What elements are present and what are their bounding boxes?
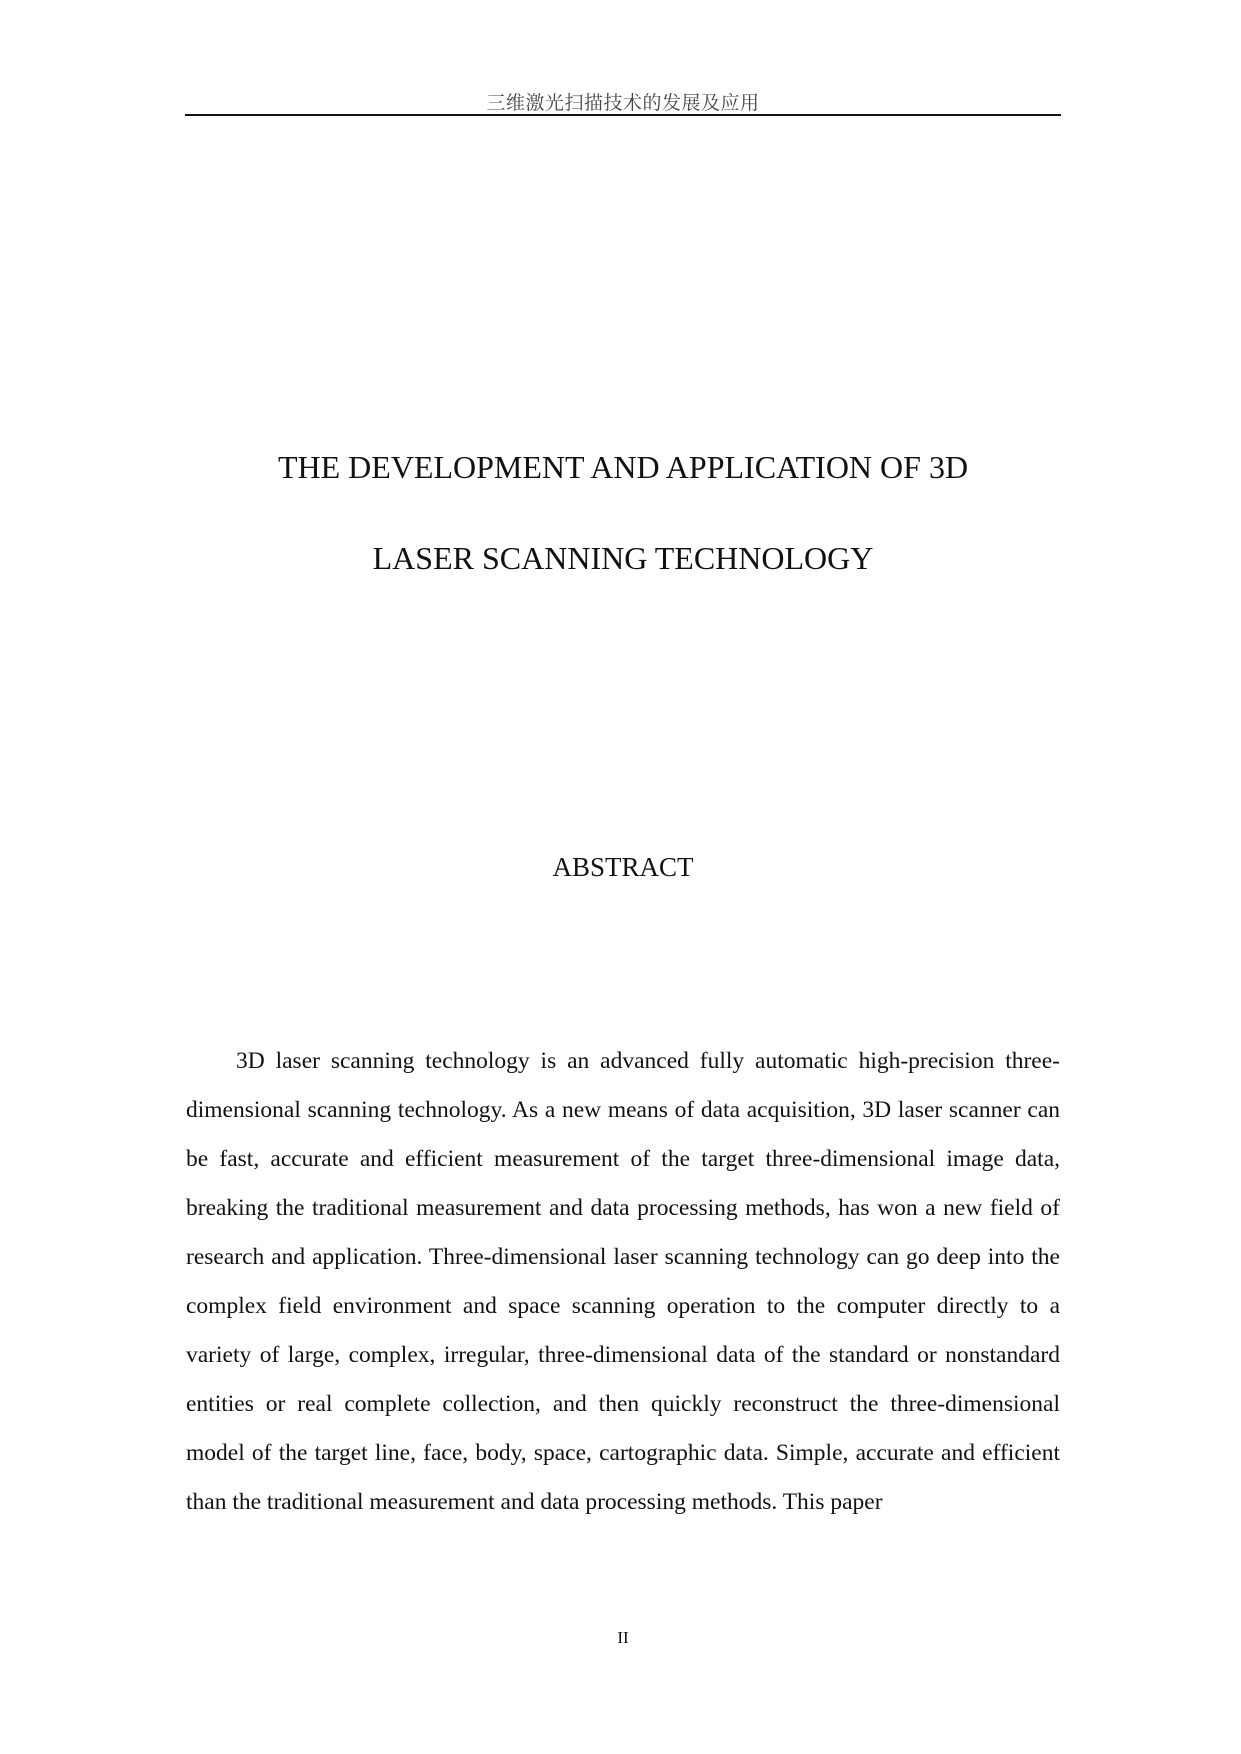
title-line-1: THE DEVELOPMENT AND APPLICATION OF 3D: [277, 449, 969, 485]
running-header: 三维激光扫描技术的发展及应用: [486, 93, 760, 114]
title-line-2: LASER SCANNING TECHNOLOGY: [372, 540, 874, 576]
abstract-heading: ABSTRACT: [552, 852, 694, 882]
abstract-paragraph: 3D laser scanning technology is an advanced fully automatic high-precision three-dimensional scanning technology. As a new means of data acquisition, 3D laser scanner can be fast, accurate and efficient measurement of the target three-dimensional image data, breaking the traditional measurement and data processing methods, has won a new field of research and application. Three-dimensional laser scanning technology can go deep into the complex field environment and space scanning operation to the computer directly to a variety of large, complex, irregular, three-dimensional data of the standard or nonstandard entities or real complete collection, and then quickly reconstruct the three-dimensional model of the target line, face, body, space, cartographic data. Simple, accurate and efficient than the traditional measurement and data processing methods. This paper: [186, 1048, 1060, 1515]
page-number: II: [617, 1628, 629, 1647]
header-rule: [185, 114, 1061, 116]
paper-title: [185, 445, 1061, 580]
